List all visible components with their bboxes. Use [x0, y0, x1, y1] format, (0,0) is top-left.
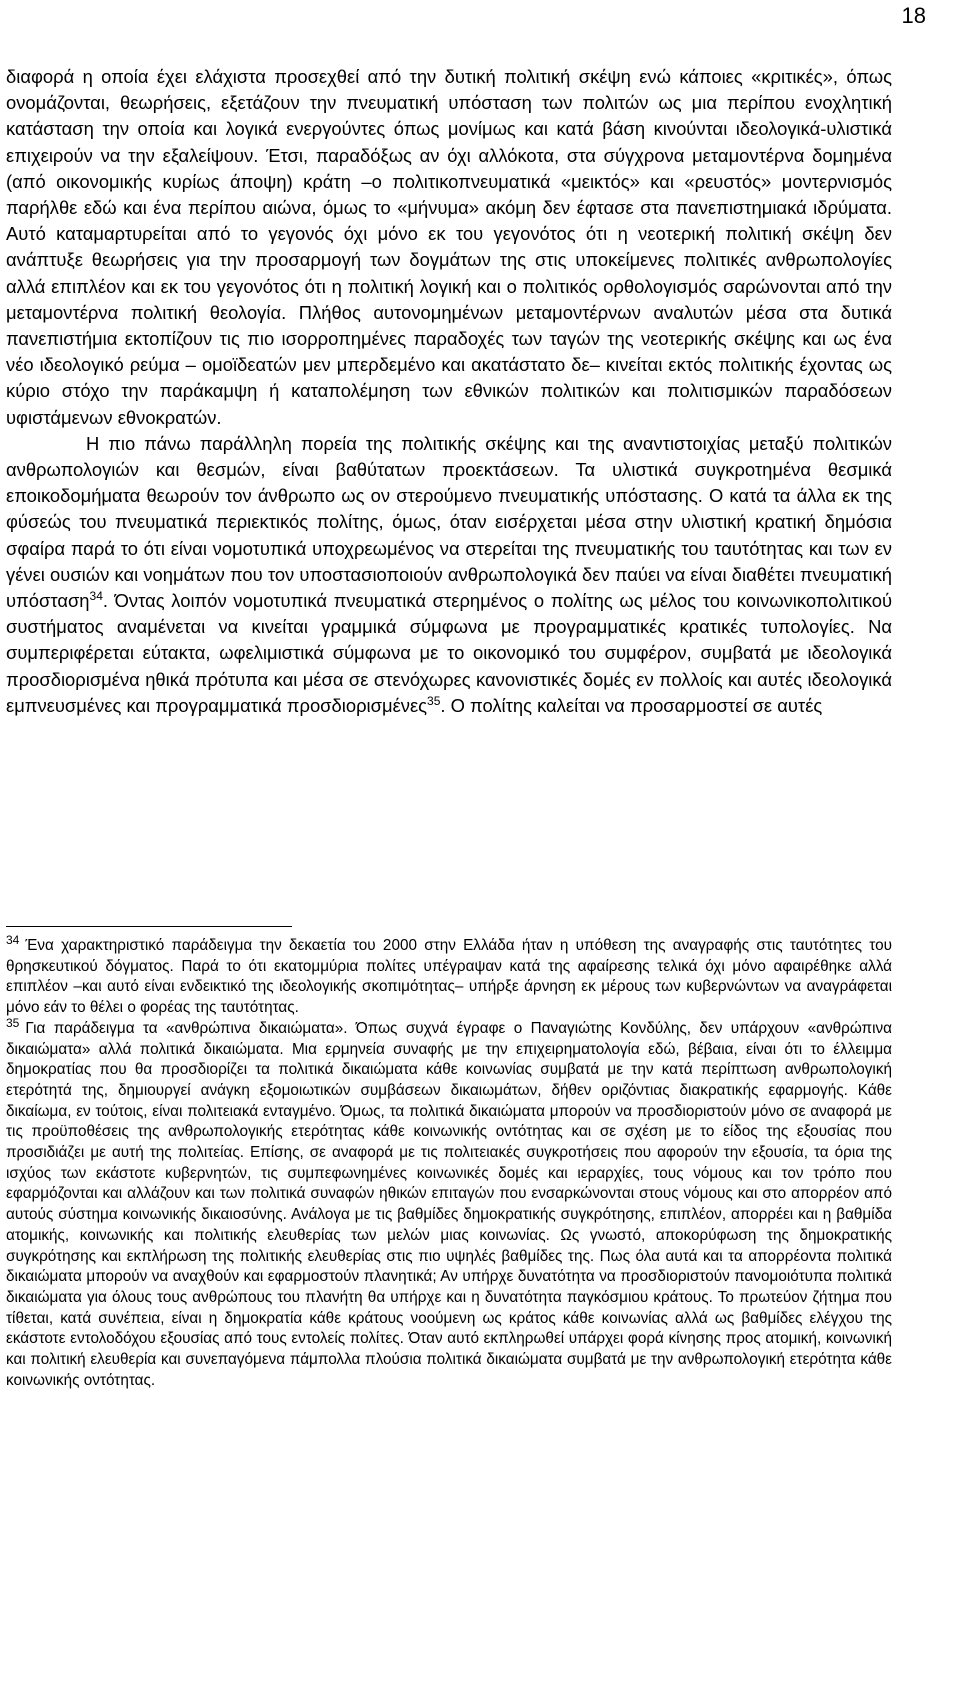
- page-number: 18: [901, 3, 926, 28]
- footnote: [6, 1015, 892, 1392]
- footnotes: [6, 933, 892, 1391]
- footnote-text: Ένα χαρακτηριστικό παράδειγμα την δεκαετία του 2000 στην Ελλάδα ήταν η υπόθεση της αναγραφής στις ταυτότητες του θρησκευτικού δόγματος. Παρά το ότι εκατομμύρια πολίτες υπέγραψαν κατά της αφαίρεσης τελικά όχι μόνο αφαιρέθηκε αλλά επιπλέον –και αυτό είναι ενδεικτικό της ιδεολογικής σκοπιμότητας– υπήρξε άρνηση εκ μέρους των κυβερνώντων να αναγράφεται μόνο εάν το θέλει ο φορέας της ταυτότητας.: [6, 937, 892, 1017]
- footnote-text: Για παράδειγμα τα «ανθρώπινα δικαιώματα». Όπως συχνά έγραφε ο Παναγιώτης Κονδύλης, δεν υπάρχουν «ανθρώπινα δικαιώματα» αλλά πολιτικά δικαιώματα. Μια ερμηνεία συναφής με την επιχειρηματολογία εδώ, βέβαια, είναι ότι το έλλειμμα δημοκρατίας που θα προσδιορίζει τα πολιτικά δικαιώματα κάθε κοινωνίας συμβατά με την κατά περίπτωση ανθρωπολογική ετερότητά της, δημιουργεί ανάγκη εξομοιωτικών συμβάσεων δικαιωμάτων, δήθεν οριζόντιας διακρατικής εφαρμογής. Κάθε δικαίωμα, εν τούτοις, είναι πολιτειακά ενταγμένο. Όμως, τα πολιτικά δικαιώματα μπορούν να προσδιοριστούν μόνο σε αναφορά με τις προϋποθέσεις της ανθρωπολογικής ετερότητας κάθε κοινωνικής οντότητας και σε σχέση με το είδος της εξουσίας που προσιδιάζει με αυτή της πολιτείας. Επίσης, σε αναφορά με τις πολιτειακές συγκροτήσεις που αφορούν την εξουσία, τα όρια της ισχύος των εκάστοτε κυβερνητών, τις συμπεφωνημένες κοινωνικές δομές και ιεραρχίες, τους νόμους και τον τρόπο που εφαρμόζονται και αλλάζουν και των πολιτικά συναφών ηθικών επιταγών που ενσαρκώνονται στους νόμους και στο απορρέον από αυτούς σύστημα κοινωνικής δικαιοσύνης. Ανάλογα με τις βαθμίδες δημοκρατικής συγκρότησης, επιπλέον, απορρέει και η βαθμίδα ατομικής, κοινωνικής και πολιτικής ελευθερίας των μελών μιας κοινωνίας. Ως γνωστό, αποκορύφωση της δημοκρατικής συγκρότησης και εκπλήρωση της πολιτικής ελευθερίας στις πιο υψηλές βαθμίδες της. Πως όλα αυτά και τα απορρέοντα πολιτικά δικαιώματα μπορούν να αναχθούν και εφαρμοστούν πλανητικά; Αν υπήρχε δυνατότητα να προσδιοριστούν πανομοιότυπα πολιτικά δικαιώματα για όλους τους ανθρώπους του πλανήτη θα υπήρχε και η δυνατότητα παγκόσμιου κράτους. Το πρωτεύον ζήτημα που τίθεται, κατά συνέπεια, είναι η δημοκρατία κάθε κράτους νοούμενη ως κράτος κάθε κοινωνίας αλλά ως βαθμίδες ελέγχου της εκάστοτε εντολοδόχου εξουσίας από τους εντολείς πολίτες. Όταν αυτό εκπληρωθεί υπάρχει φορά κίνησης προς ατομική, κοινωνική και πολιτική ελευθερία και συνεπαγόμενα πάμπολλα πλούσια πολιτικά δικαιώματα συμβατά με την ανθρωπολογική ετερότητα κάθε κοινωνικής οντότητας.: [6, 1019, 892, 1389]
- footnote-reference: 34: [89, 589, 103, 604]
- paragraph-text: . Ο πολίτης καλείται να προσαρμοστεί σε αυτές: [440, 694, 823, 716]
- paragraph-text: Η πιο πάνω παράλληλη πορεία της πολιτικής σκέψης και της αναντιστοιχίας μεταξύ πολιτικών ανθρωπολογιών και θεσμών, είναι βαθύτατων προεκτάσεων. Τα υλιστικά συγκροτημένα θεσμικά εποικοδομήματα θεωρούν τον άνθρωπο ως ον στερούμενο πνευματικής υπόστασης. Ο κατά τα άλλα εκ της φύσεώς του πνευματικά περιεκτικός πολίτης, όμως, όταν εισέρχεται μέσα στην υλιστική κρατική δημόσια σφαίρα παρά το ότι είναι νομοτυπικά υποχρεωμένος να στερείται της πνευματικής του ταυτότητας και των εν γένει ουσιών και νοημάτων που τον υποστασιοποιούν ανθρωπολογικά δεν παύει να είναι διαθέτει πνευματική υπόσταση: [6, 432, 892, 612]
- paragraph: διαφορά η οποία έχει ελάχιστα προσεχθεί από την δυτική πολιτική σκέψη ενώ κάποιες «κριτικές», όπως ονομάζονται, θεωρήσεις, εξετάζουν την πνευματική υπόσταση των πολιτών ως μια περίπου ενοχλητική κατάσταση την οποία και λογικά ενεργούντες όπως μονίμως και κατά βάση κινούνται ιδεολογικά-υλιστικά επιχειρούν να την εξαλείψουν. Έτσι, παραδόξως αν όχι αλλόκοτα, στα σύγχρονα μεταμοντέρνα δομημένα (από οικονομικής κυρίως άποψη) κράτη –ο πολιτικοπνευματικά «μεικτός» και «ρευστός» μοντερνισμός παρήλθε εδώ και ένα περίπου αιώνα, όμως το «μήνυμα» ακόμη δεν έφτασε στα πανεπιστημιακά ιδρύματα. Αυτό καταμαρτυρείται από το γεγονός όχι μόνο εκ του γεγονότος ότι η νεοτερική πολιτική σκέψη δεν ανάπτυξε θεωρήσεις για την προσαρμογή των δογμάτων της στις υποκείμενες πολιτικές ανθρωπολογίες αλλά επιπλέον και εκ του γεγονότος ότι η πολιτική λογική και ο πολιτικός ορθολογισμός σαρώνονται από την μεταμοντέρνα πολιτική θεολογία. Πλήθος αυτονομημένων μεταμοντέρνων αναλυτών μέσα στα δυτικά πανεπιστήμια εκτοπίζουν τις πιο ισορροπημένες παραδοχές των ταγών της νεοτερικής σκέψης και ως ένα νέο ιδεολογικό ρεύμα – ομοϊδεατών μεν μπερδεμένο και ακατάστατο δε– κινείται εκτός πολιτικής έχοντας ως κύριο στόχο την παράκαμψη ή καταπολέμηση των εθνικών πολιτικών και πολιτισμικών παραδόσεων υφιστάμενων εθνοκρατών.: [6, 66, 892, 428]
- paragraph: [6, 431, 892, 719]
- footnote: [6, 933, 892, 1019]
- footnote-reference: 35: [427, 693, 441, 708]
- main-text: [6, 64, 892, 719]
- paragraph-text: . Όντας λοιπόν νομοτυπικά πνευματικά στερημένος ο πολίτης ως μέλος του κοινωνικοπολιτικού συστήματος αναμένεται να κινείται γραμμικά σύμφωνα με προγραμματικές κρατικές τυπολογίες. Να συμπεριφέρεται εύτακτα, ωφελιμιστικά σύμφωνα με το οικονομικό του συμφέρον, συμβατά με ιδεολογικά προσδιορισμένα ηθικά πρότυπα και μέσα σε στενόχωρες κανονιστικές δομές εν πολλοίς και αυτές ιδεολογικά εμπνευσμένες και προγραμματικά προσδιορισμένες: [6, 590, 892, 716]
- footnote-number: 34: [6, 933, 20, 947]
- footnote-separator: [6, 926, 292, 927]
- footnote-number: 35: [6, 1015, 20, 1030]
